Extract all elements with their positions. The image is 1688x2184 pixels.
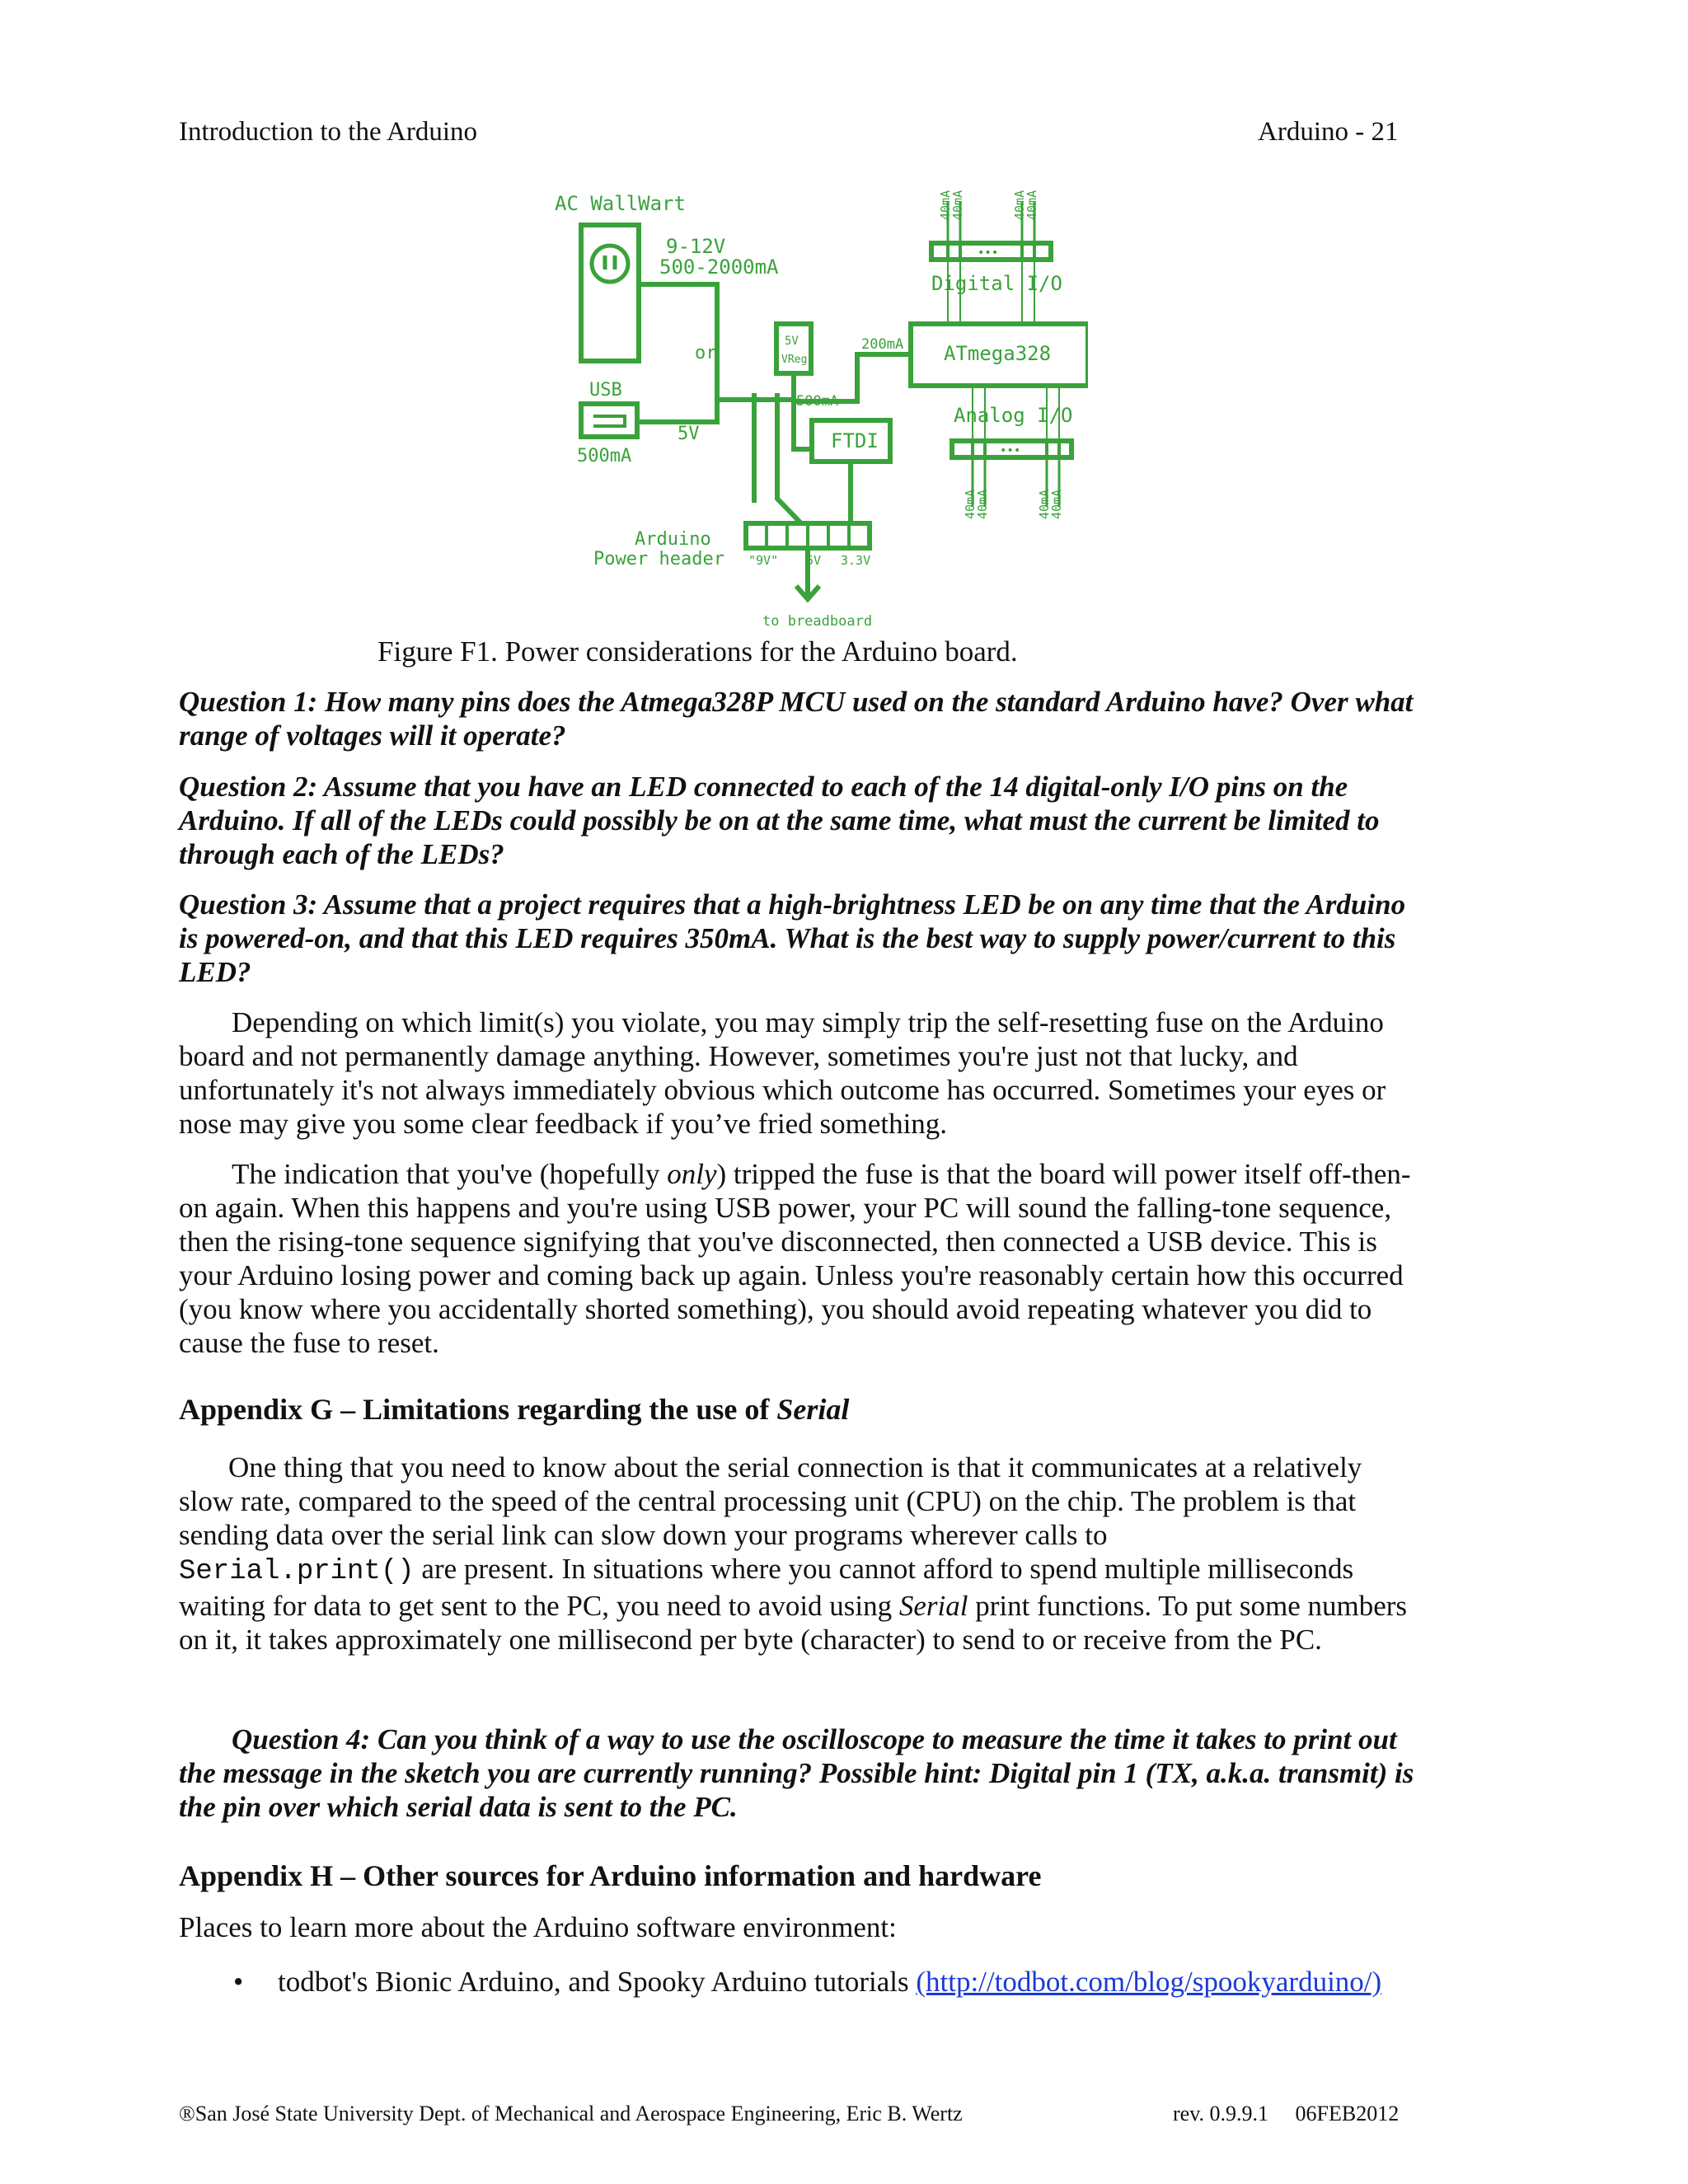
analog-dots: ••• xyxy=(1000,444,1021,457)
label-usb-500ma: 500mA xyxy=(577,446,632,466)
label-digital-io: Digital I/O xyxy=(931,272,1062,295)
paragraph-serial-a: One thing that you need to know about the serial connection is that it communicates at a relatively slow rate, compared to the speed of the central processing unit (CPU) on the chip. The problem is that sending data over the serial link can slow down your programs wherever calls to xyxy=(179,1451,1362,1551)
power-diagram xyxy=(544,177,1088,639)
label-breadboard: to breadboard xyxy=(762,613,873,630)
list-item-text: todbot's Bionic Arduino, and Spooky Arduino tutorials xyxy=(278,1966,917,1998)
label-usb: USB xyxy=(589,380,622,401)
label-pin-ma: 40mA xyxy=(1012,190,1027,220)
list-item xyxy=(278,1965,1432,1999)
paragraph-serial xyxy=(179,1451,1415,1657)
paragraph-indication-pre: The indication that you've (hopefully xyxy=(232,1158,668,1190)
label-pin-ma: 40mA xyxy=(975,489,990,519)
paragraph-places: Places to learn more about the Arduino software environment: xyxy=(179,1911,897,1943)
outlet-icon xyxy=(592,246,628,282)
label-pin-ma: 40mA xyxy=(1049,489,1064,519)
question-3: Question 3: Assume that a project requires that a high-brightness LED be on any time that the Arduino is powered-on, and that this LED requires 350mA. What is the best way to supply power/current to this LED? xyxy=(179,888,1406,988)
label-header-line1: Arduino xyxy=(635,529,711,550)
label-header-5v: 5V xyxy=(806,553,822,568)
header-left: Introduction to the Arduino xyxy=(179,117,478,147)
appendix-h-heading: Appendix H – Other sources for Arduino information and hardware xyxy=(179,1859,1042,1892)
question-1: Question 1: How many pins does the Atmega328P MCU used on the standard Arduino have? Over what range of voltages will it operate? xyxy=(179,686,1414,752)
serial-print-code: Serial.print() xyxy=(179,1556,415,1587)
footer-left: ®San José State University Dept. of Mechanical and Aerospace Engineering, Eric B. Wertz xyxy=(179,2102,963,2125)
label-pin-ma: 40mA xyxy=(963,489,978,519)
label-wallwart: AC WallWart xyxy=(555,192,686,215)
label-ftdi: FTDI xyxy=(831,429,879,452)
usb-connector xyxy=(581,404,637,437)
paragraph-fuse: Depending on which limit(s) you violate, you may simply trip the self-resetting fuse on the Arduino board and not permanently damage anything. However, sometimes you're just not that lucky, and unfortunately it's not always immediately obvious which outcome has occurred. Sometimes your eyes or nose may give you some clear feedback if you’ve fried something. xyxy=(179,1006,1386,1140)
question-4: Question 4: Can you think of a way to use the oscilloscope to measure the time it takes to print out the message in the sketch you are currently running? Possible hint: Digital pin 1 (TX, a.k.a. transmit) is the pin over which serial data is sent to the PC. xyxy=(179,1723,1414,1823)
paragraph-serial-emphasis: Serial xyxy=(898,1590,968,1622)
label-pin-ma: 40mA xyxy=(1037,489,1052,519)
spooky-arduino-link[interactable]: (http://todbot.com/blog/spookyarduino/) xyxy=(916,1966,1382,1998)
label-voltage: 9-12V xyxy=(666,235,726,258)
paragraph-serial-b: are present. In situations where you cannot afford to spend multiple milliseconds waiting for data to get sent to the PC, you need to avoid using xyxy=(179,1553,1354,1622)
label-200ma: 200mA xyxy=(861,336,904,353)
appendix-g-title: Appendix G – Limitations regarding the use of xyxy=(179,1393,777,1426)
bullet-icon: • xyxy=(233,1966,244,1998)
digital-dots: ••• xyxy=(978,246,999,260)
appendix-g-heading xyxy=(179,1392,849,1427)
label-vreg: VReg xyxy=(781,354,808,366)
label-current: 500-2000mA xyxy=(659,255,779,279)
paragraph-indication xyxy=(179,1157,1415,1360)
label-pin-ma: 40mA xyxy=(1025,190,1039,220)
question-2: Question 2: Assume that you have an LED connected to each of the 14 digital-only I/O pins on the Arduino. If all of the LEDs could possibly be on at the same time, what must the current be limited to through each of the LEDs? xyxy=(179,771,1380,870)
paragraph-serial-c: print functions. To put some numbers on it, it takes approximately one millisecond per byte (character) to send to or receive from the PC. xyxy=(179,1590,1408,1656)
vreg-box xyxy=(776,324,811,373)
label-header-33v: 3.3V xyxy=(841,553,871,568)
paragraph-indication-post: ) tripped the fuse is that the board will power itself off-then-on again. When this happens and you're using USB power, your PC will sound the falling-tone sequence, then the rising-tone sequence signifying that you've disconnected, then connected a USB device. This is your Arduino losing power and coming back up again. Unless you're reasonably certain how this occurred (you know where you accidentally shorted something), you should avoid repeating whatever you did to cause the fuse to reset. xyxy=(179,1158,1411,1359)
label-usb-5v: 5V xyxy=(678,424,700,444)
label-vreg-5v: 5V xyxy=(785,335,799,348)
label-500ma: 500mA xyxy=(796,393,839,410)
header-right: Arduino - 21 xyxy=(1258,117,1399,147)
appendix-g-title-serial: Serial xyxy=(776,1393,850,1426)
paragraph-indication-emphasis: only xyxy=(667,1158,717,1190)
label-pin-ma: 40mA xyxy=(938,190,953,220)
label-pin-ma: 40mA xyxy=(950,190,965,220)
figure-caption: Figure F1. Power considerations for the Arduino board. xyxy=(377,635,1018,668)
label-header-9v: "9V" xyxy=(748,553,779,568)
label-atmega: ATmega328 xyxy=(944,342,1052,365)
footer-right: rev. 0.9.9.1 06FEB2012 xyxy=(1173,2102,1400,2125)
label-header-line2: Power header xyxy=(593,549,724,569)
label-analog-io: Analog I/O xyxy=(954,404,1073,427)
label-or: or xyxy=(695,343,717,363)
